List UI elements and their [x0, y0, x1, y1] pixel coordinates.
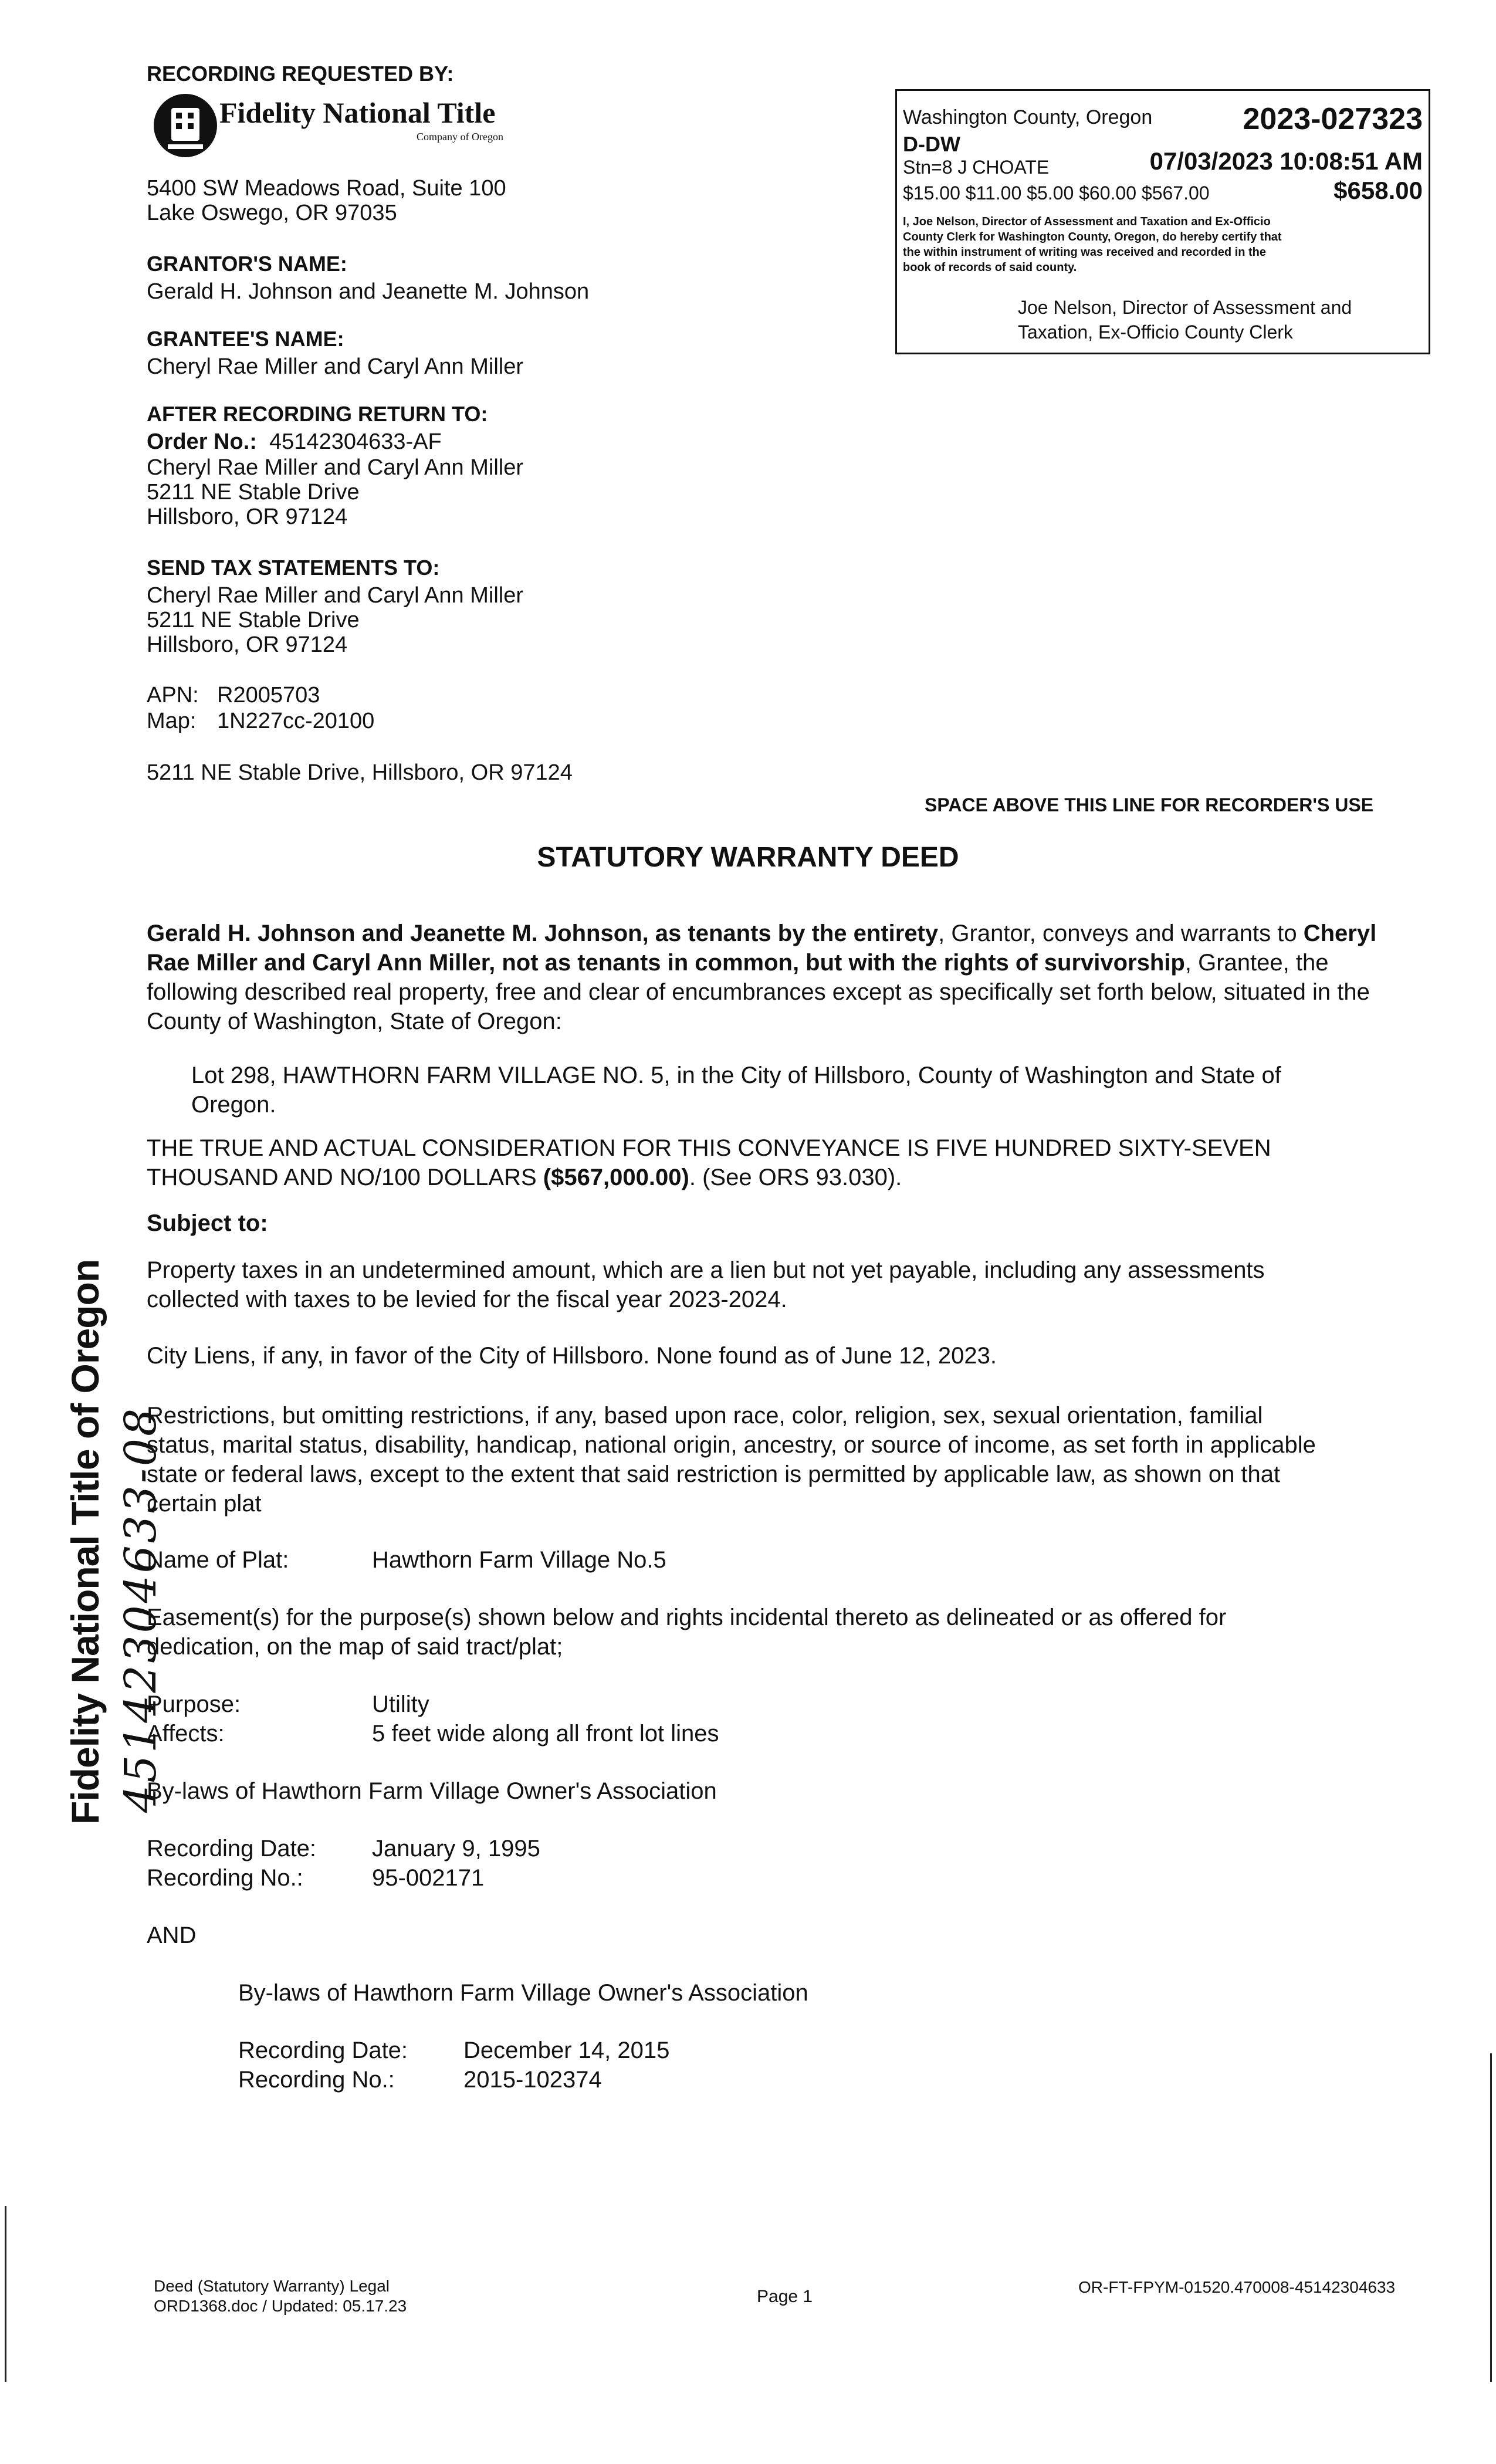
grantor-label: GRANTOR'S NAME:: [147, 252, 347, 276]
fidelity-logo-icon: [154, 94, 217, 157]
bylaws-1: By-laws of Hawthorn Farm Village Owner's Association: [147, 1778, 717, 1804]
and-label: AND: [147, 1923, 197, 1948]
consideration-paragraph: THE TRUE AND ACTUAL CONSIDERATION FOR THIS CONVEYANCE IS FIVE HUNDRED SIXTY-SEVEN THOUSAND AND NO/100 DOLLARS ($567,000.00). (See ORS 93.030).: [147, 1135, 1271, 1190]
apn-row: APN: R2005703: [147, 683, 320, 708]
grantee-label: GRANTEE'S NAME:: [147, 327, 344, 351]
deed-title: STATUTORY WARRANTY DEED: [537, 842, 959, 873]
legal-description: Lot 298, HAWTHORN FARM VILLAGE NO. 5, in the City of Hillsboro, County of Washington and State of Oregon.: [191, 1062, 1281, 1118]
recorder-use-line: SPACE ABOVE THIS LINE FOR RECORDER'S USE: [925, 794, 1374, 815]
map-row: Map: 1N227cc-20100: [147, 709, 375, 733]
recording-no-row-1: Recording No.: 95-002171: [147, 1865, 485, 1891]
grantee-name: Cheryl Rae Miller and Caryl Ann Miller: [147, 354, 523, 379]
margin-title-stamp: Fidelity National Title of Oregon: [63, 1259, 107, 1825]
recording-date-row-1: Recording Date: January 9, 1995: [147, 1836, 540, 1861]
recording-datetime: 07/03/2023 10:08:51 AM: [1149, 147, 1423, 175]
subject-to-heading: Subject to:: [147, 1210, 268, 1236]
recording-stamp-box: [895, 89, 1430, 354]
plat-row: Name of Plat: Hawthorn Farm Village No.5: [147, 1547, 666, 1573]
total-fee: $658.00: [1333, 177, 1423, 204]
conveyance-paragraph: Gerald H. Johnson and Jeanette M. Johnson, as tenants by the entirety, Grantor, conveys and warrants to Cheryl Rae Miller and Caryl Ann Miller, not as tenants in common, but with the rights of survivorship, Grantee, the following described real property, free and clear of encumbrances except as specifically set forth below, situated in the County of Washington, State of Oregon:: [147, 920, 1377, 1034]
bylaws-2: By-laws of Hawthorn Farm Village Owner's Association: [238, 1980, 808, 2006]
recording-date-row-2: Recording Date: December 14, 2015: [238, 2037, 670, 2063]
tax-address: Cheryl Rae Miller and Caryl Ann Miller 5211 NE Stable Drive Hillsboro, OR 97124: [147, 583, 523, 657]
purpose-row: Purpose: Utility: [147, 1691, 429, 1717]
scan-edge-line: [5, 2206, 6, 2382]
order-number: Order No.: 45142304633-AF: [147, 429, 442, 454]
recording-no-row-2: Recording No.: 2015-102374: [238, 2067, 602, 2093]
tax-statements-label: SEND TAX STATEMENTS TO:: [147, 556, 440, 580]
fees-list: $15.00 $11.00 $5.00 $60.00 $567.00: [903, 182, 1210, 204]
restrictions-paragraph: Restrictions, but omitting restrictions, if any, based upon race, color, religion, sex, sexual orientation, familial status, marital status, disability, handicap, national origin, ancestry, or source of income, as set forth in applicable state or federal laws, except to the extent that said restriction is permitted by applicable law, as shown on that certain plat: [147, 1403, 1316, 1517]
company-address: 5400 SW Meadows Road, Suite 100 Lake Oswego, OR 97035: [147, 176, 506, 225]
footer-right: OR-FT-FPYM-01520.470008-45142304633: [1078, 2278, 1396, 2296]
page-number: Page 1: [757, 2287, 813, 2306]
certification-text: I, Joe Nelson, Director of Assessment and Taxation and Ex-Officio County Clerk for Washington County, Oregon, do hereby certify that the within instrument of writing was received and recorded in the book of records of said county.: [903, 215, 1282, 274]
recording-requested-label: RECORDING REQUESTED BY:: [147, 62, 454, 86]
property-address: 5211 NE Stable Drive, Hillsboro, OR 97124: [147, 760, 573, 785]
return-address: Cheryl Rae Miller and Caryl Ann Miller 5211 NE Stable Drive Hillsboro, OR 97124: [147, 455, 523, 529]
company-name: Fidelity National Title: [219, 96, 496, 129]
easement-paragraph: Easement(s) for the purpose(s) shown below and rights incidental thereto as delineated or as offered for dedication, on the map of said tract/plat;: [147, 1605, 1227, 1660]
company-sub: Company of Oregon: [417, 131, 503, 143]
after-recording-label: AFTER RECORDING RETURN TO:: [147, 402, 488, 426]
signer-text: Joe Nelson, Director of Assessment and Taxation, Ex-Officio County Clerk: [1018, 297, 1352, 343]
grantor-name: Gerald H. Johnson and Jeanette M. Johnson: [147, 279, 590, 304]
station-label: Stn=8 J CHOATE: [903, 157, 1050, 178]
footer-left: Deed (Statutory Warranty) Legal ORD1368.doc / Updated: 05.17.23: [154, 2277, 407, 2315]
affects-row: Affects: 5 feet wide along all front lot lines: [147, 1721, 719, 1747]
city-liens-paragraph: City Liens, if any, in favor of the City of Hillsboro. None found as of June 12, 2023.: [147, 1343, 997, 1369]
county-label: Washington County, Oregon: [903, 106, 1153, 128]
margin-handwritten-number: 45142304633-08: [116, 1406, 166, 1813]
document-number: 2023-027323: [1243, 102, 1423, 136]
scan-edge-line: [1490, 2053, 1492, 2382]
property-taxes-paragraph: Property taxes in an undetermined amount, which are a lien but not yet payable, including any assessments collected with taxes to be levied for the fiscal year 2023-2024.: [147, 1257, 1265, 1312]
document-type: D-DW: [903, 132, 960, 156]
